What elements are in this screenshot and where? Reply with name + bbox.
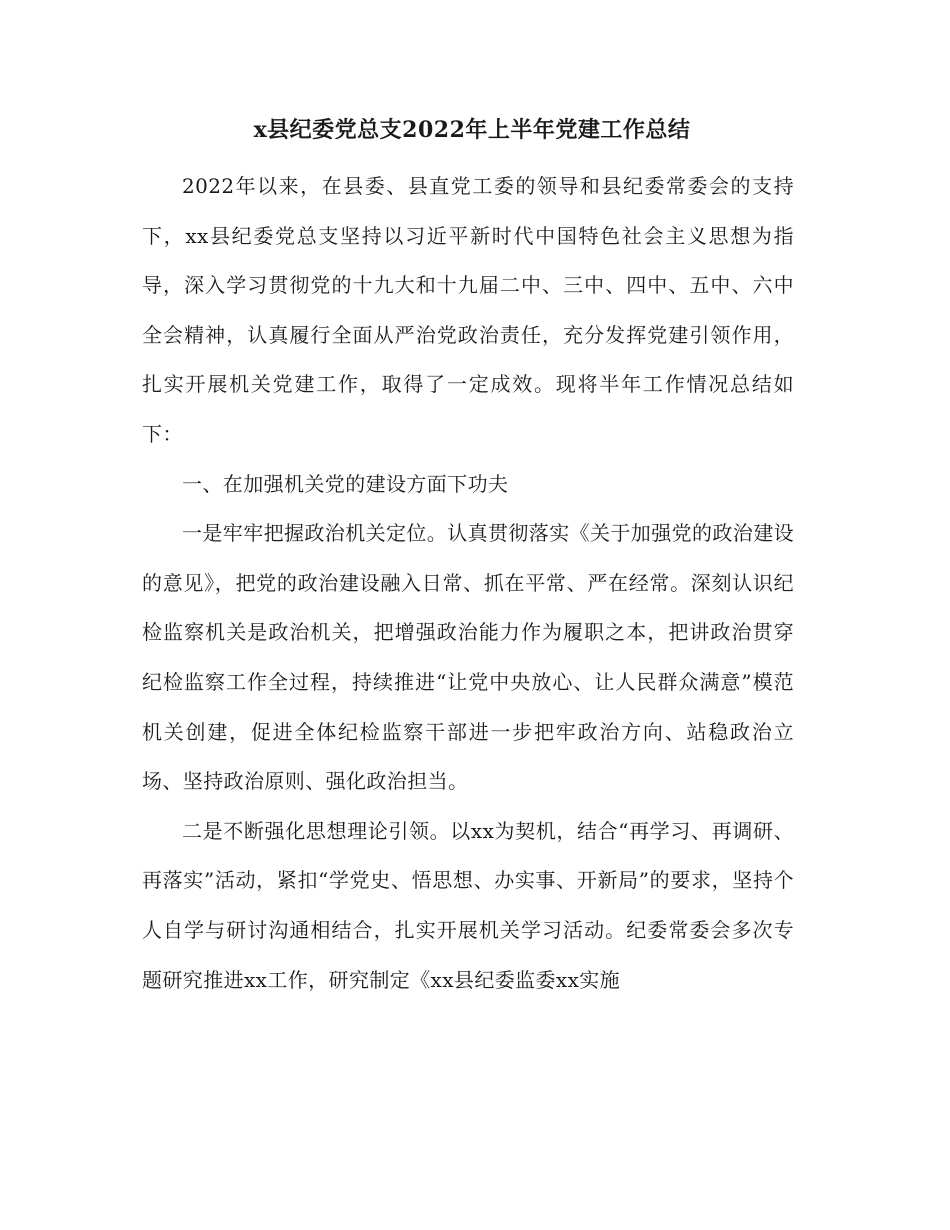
political-positioning-paragraph: 一是牢牢把握政治机关定位。认真贯彻落实《关于加强党的政治建设的意见》，把党的政治建设融入日常、抓在平常、严在经常。深刻认识纪检监察机关是政治机关，把增强政治能力作为履职之本，把讲政治贯穿纪检监察工作全过程，持续推进“让党中央放心、让人民群众满意”模范机关创建，促进全体纪检监察干部进一步把牢政治方向、站稳政治立场、坚持政治原则、强化政治担当。 bbox=[142, 521, 794, 794]
document-body bbox=[142, 162, 794, 1005]
section-heading: 一、在加强机关党的建设方面下功夫 bbox=[182, 471, 509, 496]
theory-guidance-paragraph: 二是不断强化思想理论引领。以xx为契机，结合“再学习、再调研、再落实”活动，紧扣“学党史、悟思想、办实事、开新局”的要求，坚持个人自学与研讨沟通相结合，扎实开展机关学习活动。纪委常委会多次专题研究推进xx工作，研究制定《xx县纪委监委xx实施 bbox=[142, 818, 794, 992]
intro-paragraph: 2022年以来，在县委、县直党工委的领导和县纪委常委会的支持下，xx县纪委党总支坚持以习近平新时代中国特色社会主义思想为指导，深入学习贯彻党的十九大和十九届二中、三中、四中、五中、六中全会精神，认真履行全面从严治党政治责任，充分发挥党建引领作用，扎实开展机关党建工作，取得了一定成效。现将半年工作情况总结如下： bbox=[142, 174, 794, 446]
document-title: x县纪委党总支2022年上半年党建工作总结 bbox=[253, 117, 691, 143]
